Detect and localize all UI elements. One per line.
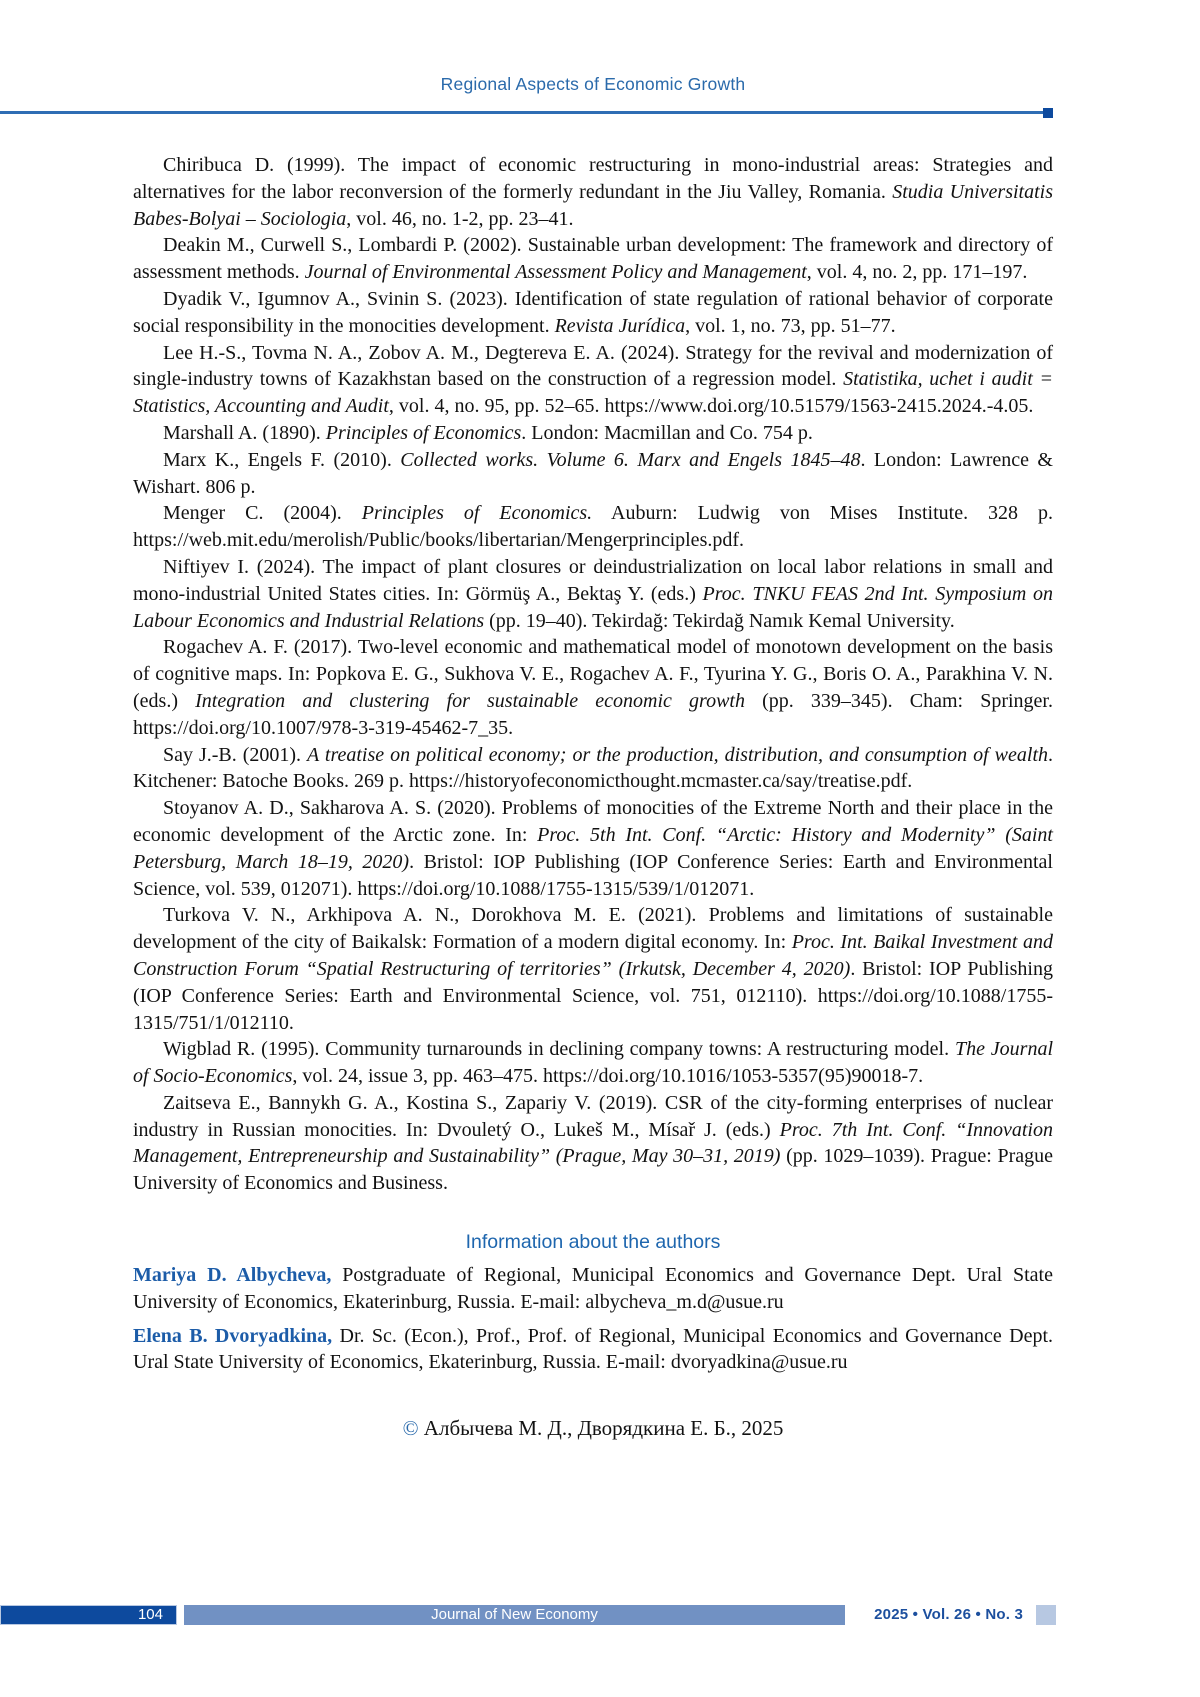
reference-item — [133, 795, 1053, 902]
reference-segment: Turkova V. N., Arkhipova A. N., Dorokhova M. E. (2021). Problems and limitations of sustainable development of the city of Baikalsk: Formation of a modern digital economy. In: — [133, 904, 1053, 954]
author-name: Elena B. Dvoryadkina, — [133, 1324, 333, 1347]
reference-segment: Wigblad R. (1995). Community turnarounds in declining company towns: A restructuring model. — [163, 1038, 955, 1061]
author-name: Mariya D. Albycheva, — [133, 1264, 332, 1287]
reference-segment: , vol. 1, no. 73, pp. 51–77. — [685, 314, 896, 337]
reference-item — [133, 286, 1053, 340]
reference-segment: Proc. TNKU FEAS 2nd Int. Symposium on Labour Economics and Industrial Relations — [133, 582, 1053, 632]
references-list — [133, 152, 1053, 1197]
reference-segment: , vol. 24, issue 3, pp. 463–475. https://doi.org/10.1016/1053-5357(95)90018-7. — [292, 1065, 924, 1088]
reference-segment: Journal of Environmental Assessment Policy and Management — [304, 261, 807, 284]
reference-segment: Revista Jurídica — [554, 314, 686, 337]
reference-segment: Marx K., Engels F. (2010). — [163, 448, 401, 471]
reference-item — [133, 420, 1053, 447]
reference-segment: Rogachev A. F. (2017). Two-level economic and mathematical model of monotown development on the basis of cognitive maps. In: Popkova E. G., Sukhova V. E., Rogachev A. F., Tyurina Y. G., Boris O. A., Parakhina V. N. (eds.) — [133, 636, 1053, 712]
footer-end-square — [1036, 1605, 1056, 1625]
reference-segment: , vol. 46, no. 1-2, pp. 23–41. — [346, 207, 574, 230]
header-rule — [0, 111, 1053, 114]
reference-segment: Menger C. (2004). — [163, 502, 362, 525]
reference-segment: Statistika, uchet i audit = Statistics, Accounting and Audit — [133, 368, 1053, 418]
reference-segment: Chiribuca D. (1999). The impact of economic restructuring in mono-industrial areas: Strategies and alternatives for the labor reconversion of the formerly redundant in the Jiu Valley, Romania. — [133, 154, 1053, 203]
reference-item — [133, 902, 1053, 1036]
reference-segment: , vol. 4, no. 2, pp. 171–197. — [806, 261, 1028, 284]
reference-segment: Zaitseva E., Bannykh G. A., Kostina S., Zapariy V. (2019). CSR of the city-forming enterprises of nuclear industry in Russian monocities. In: Dvouletý O., Lukeš M., Mísař J. (eds.) — [133, 1091, 1053, 1141]
reference-segment: Collected works. Volume 6. Marx and Engels 1845–48 — [400, 448, 861, 471]
authors-list — [133, 1262, 1053, 1376]
reference-segment: Principles of Economics — [325, 421, 522, 444]
reference-segment: . Bristol: IOP Publishing (IOP Conference Series: Earth and Environmental Science, vol. 539, 012071). https://doi.org/10.1088/1755-1315/539/1/012071. — [133, 850, 1053, 900]
copyright-text: Албычева М. Д., Дворядкина Е. Б., 2025 — [418, 1416, 784, 1441]
reference-segment: Deakin M., Curwell S., Lombardi P. (2002). Sustainable urban development: The framework and directory of assessment methods. — [133, 234, 1053, 284]
reference-segment: Lee H.-S., Tovma N. A., Zobov A. M., Degtereva E. A. (2024). Strategy for the revival and modernization of single-industry towns of Kazakhstan based on the construction of a regression model. — [133, 341, 1053, 391]
reference-segment: Principles of Economics. — [361, 502, 593, 525]
reference-segment: . London: Lawrence & Wishart. 806 p. — [133, 448, 1053, 498]
reference-segment: Dyadik V., Igumnov A., Svinin S. (2023). Identification of state regulation of rational behavior of corporate social responsibility in the monocities development. — [133, 287, 1053, 337]
reference-segment: (pp. 19–40). Tekirdağ: Tekirdağ Namık Kemal University. — [484, 609, 955, 632]
reference-item — [133, 447, 1053, 501]
reference-segment: Studia Universitatis Babes-Bolyai – Sociologia — [133, 180, 1053, 230]
reference-item — [133, 634, 1053, 741]
reference-item — [133, 340, 1053, 420]
reference-segment: . Bristol: IOP Publishing (IOP Conference Series: Earth and Environmental Science, vol. 751, 012110). https://doi.org/10.1088/1755-1315/751/1/012110. — [133, 957, 1053, 1034]
reference-item — [133, 1036, 1053, 1090]
reference-segment: . Kitchener: Batoche Books. 269 p. https://historyofeconomicthought.mcmaster.ca/say/treatise.pdf. — [133, 743, 1053, 793]
reference-segment: (pp. 1029–1039). Prague: Prague University of Economics and Business. — [133, 1145, 1053, 1195]
authors-heading: Information about the authors — [465, 1231, 721, 1254]
reference-segment: Proc. 7th Int. Conf. “Innovation Management, Entrepreneurship and Sustainability” (Prague, May 30–31, 2019) — [133, 1118, 1053, 1168]
reference-item — [133, 742, 1053, 796]
reference-item — [133, 500, 1053, 554]
reference-segment: Say J.-B. (2001). — [163, 743, 308, 766]
author-description: Dr. Sc. (Econ.), Prof., Prof. of Regional, Municipal Economics and Governance Dept. Ural State University of Economics, Ekaterinburg, Russia. E-mail: dvoryadkina@usue.ru — [133, 1324, 1054, 1374]
reference-segment: Proc. Int. Baikal Investment and Construction Forum “Spatial Restructuring of territories” (Irkutsk, December 4, 2020) — [133, 931, 1053, 980]
issue-info: 2025 • Vol. 26 • No. 3 — [874, 1606, 1023, 1623]
copyright-line — [133, 1416, 1053, 1441]
reference-segment: , vol. 4, no. 95, pp. 52–65. https://www.doi.org/10.51579/1563-2415.2024.-4.05. — [388, 395, 1034, 418]
reference-item — [133, 232, 1053, 286]
author-description: Postgraduate of Regional, Municipal Economics and Governance Dept. Ural State University of Economics, Ekaterinburg, Russia. E-mail: albycheva_m.d@usue.ru — [133, 1264, 1053, 1313]
reference-item — [133, 1090, 1053, 1197]
page-number-box — [0, 1605, 177, 1625]
reference-segment: Stoyanov A. D., Sakharova A. S. (2020). Problems of monocities of the Extreme North and their place in the economic development of the Arctic zone. In: — [133, 797, 1053, 846]
journal-name: Journal of New Economy — [431, 1606, 598, 1623]
author-item — [133, 1323, 1053, 1377]
reference-segment: Proc. 5th Int. Conf. “Arctic: History and Modernity” (Saint Petersburg, March 18–19, 2020) — [133, 823, 1053, 873]
reference-segment: Marshall A. (1890). — [163, 421, 326, 444]
reference-item — [133, 554, 1053, 634]
reference-segment: The Journal of Socio-Economics — [133, 1038, 1054, 1088]
reference-segment: (pp. 339–345). Cham: Springer. https://doi.org/10.1007/978-3-319-45462-7_35. — [133, 689, 1053, 739]
header-rule-end-square — [1043, 108, 1053, 118]
running-head-title: Regional Aspects of Economic Growth — [440, 74, 746, 94]
page-footer — [0, 1605, 1200, 1626]
copyright-symbol: © — [402, 1416, 419, 1441]
reference-item — [133, 152, 1053, 232]
reference-segment: Auburn: Ludwig von Mises Institute. 328 p. https://web.mit.edu/merolish/Public/books/libertarian/Mengerprinciples.pdf. — [133, 502, 1053, 552]
reference-segment: Niftiyev I. (2024). The impact of plant closures or deindustrialization on local labor relations in small and mono-industrial United States cities. In: Görmüş A., Bektaş Y. (eds.) — [133, 555, 1053, 605]
journal-name-bar — [184, 1605, 845, 1625]
page-content — [133, 152, 1053, 1441]
reference-segment: Integration and clustering for sustainable economic growth — [195, 689, 745, 712]
reference-segment: A treatise on political economy; or the production, distribution, and consumption of wealth — [307, 743, 1048, 766]
author-item — [133, 1262, 1053, 1316]
reference-segment: . London: Macmillan and Co. 754 p. — [521, 421, 813, 444]
page-number: 104 — [137, 1606, 163, 1623]
